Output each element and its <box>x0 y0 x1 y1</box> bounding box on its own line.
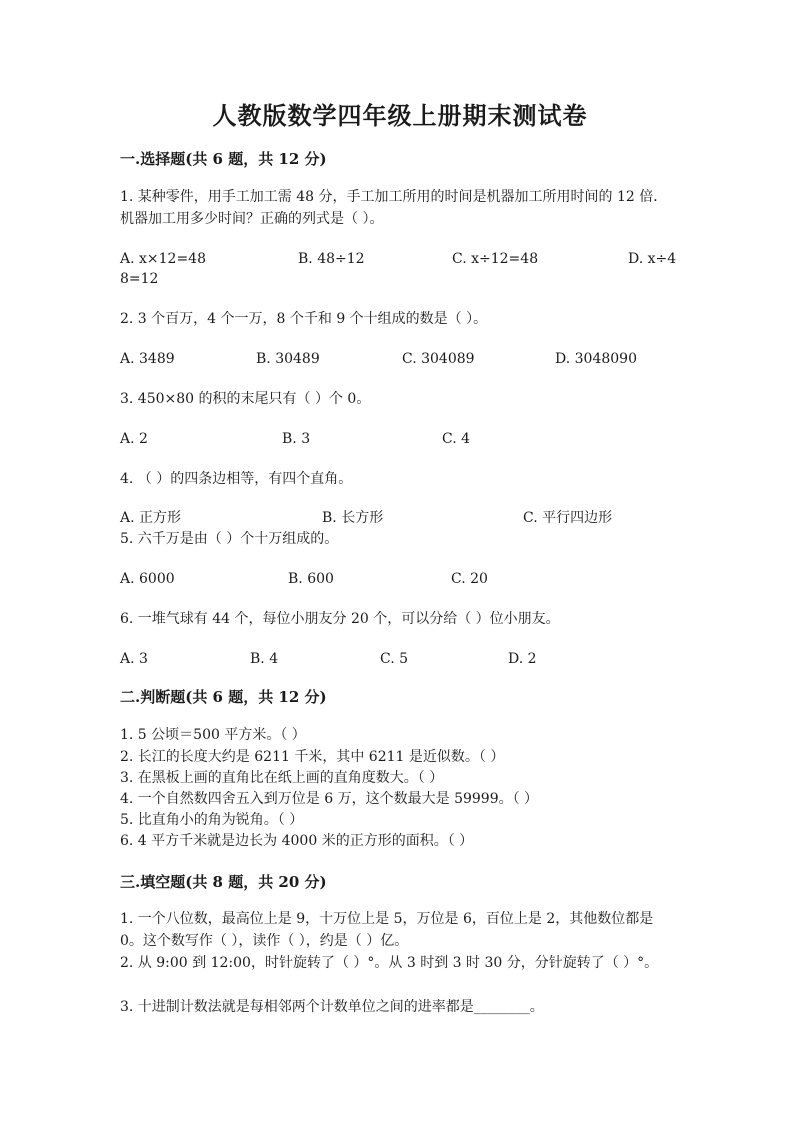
question-stem: 2. 3 个百万，4 个一万，8 个千和 9 个十组成的数是（ ）。 <box>120 311 488 327</box>
question-stem: 3. 450×80 的积的末尾只有（ ）个 0。 <box>120 391 371 407</box>
option: C. 平行四边形 <box>523 510 613 526</box>
option: A. 6000 <box>120 571 175 587</box>
question-stem: 5. 六千万是由（ ）个十万组成的。 <box>120 531 339 547</box>
judge-item: 3. 在黑板上画的直角比在纸上画的直角度数大。（ ） <box>120 770 444 786</box>
option: D. 3048090 <box>555 351 637 367</box>
page-title: 人教版数学四年级上册期末测试卷 <box>212 101 588 130</box>
question-stem: 4. （ ）的四条边相等，有四个直角。 <box>120 471 353 487</box>
fill-item: 3. 十进制计数法就是每相邻两个计数单位之间的进率都是________。 <box>120 999 544 1015</box>
option: B. 3 <box>282 431 311 447</box>
section-heading-choice: 一.选择题(共 6 题，共 12 分) <box>120 150 327 168</box>
judge-item: 5. 比直角小的角为锐角。（ ） <box>120 812 304 828</box>
option: A. x×12=48 <box>120 251 206 267</box>
judge-item: 6. 4 平方千米就是边长为 4000 米的正方形的面积。（ ） <box>120 833 474 849</box>
section-heading-fill: 三.填空题(共 8 题，共 20 分) <box>120 873 327 891</box>
judge-item: 4. 一个自然数四舍五入到万位是 6 万，这个数最大是 59999。（ ） <box>120 791 539 807</box>
option: D. x÷4 <box>628 251 677 267</box>
option: B. 600 <box>288 571 334 587</box>
fill-item: 2. 从 9:00 到 12:00，时针旋转了（ ）°。从 3 时到 3 时 30 分，分针旋转了（ ）°。 <box>120 955 659 971</box>
option: C. 304089 <box>402 351 475 367</box>
question-stem: 6. 一堆气球有 44 个，每位小朋友分 20 个，可以分给（ ）位小朋友。 <box>120 611 560 627</box>
option: A. 3 <box>120 651 148 667</box>
option: C. x÷12=48 <box>452 251 539 267</box>
option-continuation: 8=12 <box>120 271 159 287</box>
option: B. 4 <box>250 651 279 667</box>
option: A. 3489 <box>120 351 175 367</box>
option: C. 20 <box>451 571 488 587</box>
judge-item: 1. 5 公顷＝500 平方米。（ ） <box>120 727 306 743</box>
option: C. 4 <box>442 431 471 447</box>
option: A. 正方形 <box>120 510 182 526</box>
judge-item: 2. 长江的长度大约是 6211 千米，其中 6211 是近似数。（ ） <box>120 749 505 765</box>
option: B. 长方形 <box>322 510 384 526</box>
option: B. 48÷12 <box>298 251 365 267</box>
option: A. 2 <box>120 431 148 447</box>
section-heading-judge: 二.判断题(共 6 题，共 12 分) <box>120 688 327 706</box>
option: D. 2 <box>508 651 537 667</box>
fill-item: 1. 一个八位数，最高位上是 9，十万位上是 5，万位是 6，百位上是 2，其他数位都是 0。这个数写作（ ），读作（ ），约是（ ）亿。 <box>120 911 654 949</box>
option: C. 5 <box>380 651 409 667</box>
question-stem: 1. 某种零件，用手工加工需 48 分，手工加工所用的时间是机器加工所用时间的 12 倍．机器加工用多少时间？正确的列式是（ ）。 <box>120 189 668 227</box>
option: B. 30489 <box>256 351 320 367</box>
